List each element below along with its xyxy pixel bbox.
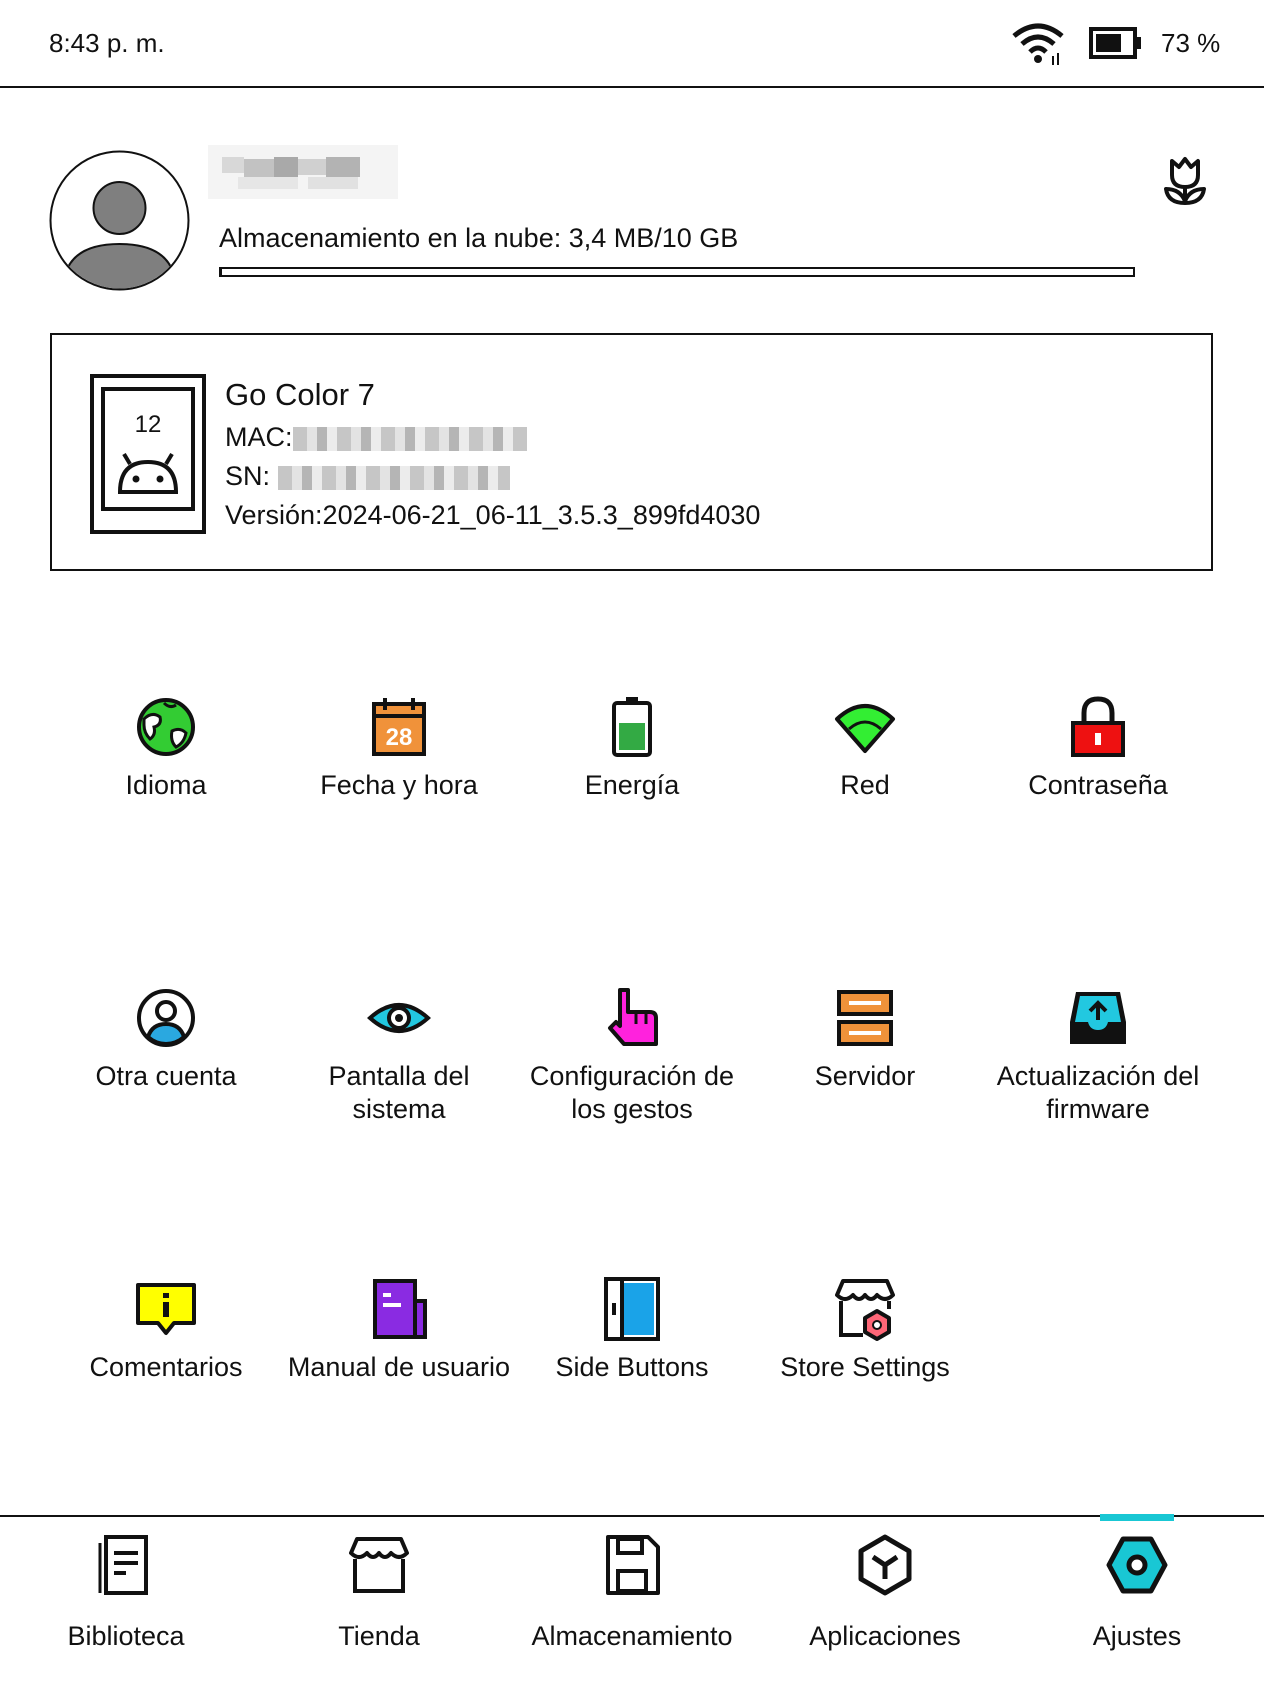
account-icon <box>134 986 198 1050</box>
device-info-card[interactable] <box>50 333 1213 571</box>
eye-icon <box>367 986 431 1050</box>
setting-label: Servidor <box>748 1060 982 1093</box>
nav-label: Aplicaciones <box>759 1621 1011 1652</box>
mac-label: MAC: <box>225 422 293 452</box>
setting-label: Configuración de los gestos <box>515 1060 749 1126</box>
setting-label: Contraseña <box>981 769 1215 802</box>
store-icon <box>347 1533 411 1597</box>
storage-icon <box>602 1533 662 1597</box>
avatar[interactable] <box>49 150 190 291</box>
status-bar <box>0 0 1264 88</box>
wifi-status-icon <box>1012 22 1064 66</box>
battery-icon <box>600 695 664 759</box>
setting-label: Idioma <box>49 769 283 802</box>
store-settings-icon <box>833 1277 897 1341</box>
battery-status-icon <box>1089 27 1143 59</box>
setting-label: Pantalla del sistema <box>282 1060 516 1126</box>
setting-contrasena[interactable] <box>981 695 1215 802</box>
setting-manual[interactable] <box>282 1277 516 1384</box>
globe-icon <box>134 695 198 759</box>
setting-label: Side Buttons <box>515 1351 749 1384</box>
setting-label: Red <box>748 769 982 802</box>
setting-label: Energía <box>515 769 749 802</box>
nav-label: Ajustes <box>1011 1621 1263 1652</box>
setting-idioma[interactable] <box>49 695 283 802</box>
firmware-update-icon <box>1066 986 1130 1050</box>
setting-red[interactable] <box>748 695 982 802</box>
status-time: 8:43 p. m. <box>49 28 165 59</box>
library-icon <box>96 1533 156 1597</box>
android-version-label: 12 <box>135 411 162 438</box>
setting-label: Manual de usuario <box>282 1351 516 1384</box>
nav-ajustes[interactable] <box>1011 1533 1263 1652</box>
settings-hex-icon <box>1105 1533 1169 1597</box>
side-buttons-icon <box>600 1277 664 1341</box>
nav-biblioteca[interactable] <box>0 1533 252 1652</box>
cloud-storage-label: Almacenamiento en la nube: 3,4 MB/10 GB <box>219 223 738 254</box>
calendar-icon <box>367 695 431 759</box>
server-icon <box>833 986 897 1050</box>
wifi-icon <box>833 695 897 759</box>
tulip-icon[interactable] <box>1162 155 1208 207</box>
lock-icon <box>1066 695 1130 759</box>
setting-label: Store Settings <box>748 1351 982 1384</box>
setting-label: Otra cuenta <box>49 1060 283 1093</box>
nav-label: Almacenamiento <box>506 1621 758 1652</box>
nav-label: Biblioteca <box>0 1621 252 1652</box>
pointer-hand-icon <box>600 986 664 1050</box>
device-name: Go Color 7 <box>225 377 375 413</box>
nav-label: Tienda <box>253 1621 505 1652</box>
nav-almacenamiento[interactable] <box>506 1533 758 1652</box>
firmware-version: Versión:2024-06-21_06-11_3.5.3_899fd4030 <box>225 500 760 531</box>
setting-firmware[interactable] <box>981 986 1215 1126</box>
mac-address <box>225 422 527 453</box>
calendar-day: 28 <box>386 724 413 751</box>
setting-label: Fecha y hora <box>282 769 516 802</box>
setting-side-buttons[interactable] <box>515 1277 749 1384</box>
setting-label: Actualización del firmware <box>981 1060 1215 1126</box>
username-redacted <box>208 145 398 199</box>
setting-label: Comentarios <box>49 1351 283 1384</box>
setting-comentarios[interactable] <box>49 1277 283 1384</box>
setting-gestos[interactable] <box>515 986 749 1126</box>
feedback-icon <box>134 1277 198 1341</box>
nav-aplicaciones[interactable] <box>759 1533 1011 1652</box>
apps-icon <box>853 1533 917 1597</box>
active-tab-indicator <box>1100 1514 1174 1521</box>
serial-number <box>225 461 510 492</box>
ereader-android-icon <box>90 374 206 534</box>
nav-tienda[interactable] <box>253 1533 505 1652</box>
battery-percent: 73 % <box>1161 28 1220 59</box>
manual-book-icon <box>367 1277 431 1341</box>
setting-otra-cuenta[interactable] <box>49 986 283 1093</box>
setting-pantalla[interactable] <box>282 986 516 1126</box>
setting-store[interactable] <box>748 1277 982 1384</box>
sn-redacted <box>278 466 510 490</box>
setting-fecha-hora[interactable] <box>282 695 516 802</box>
cloud-storage-progress <box>219 267 1135 277</box>
sn-label: SN: <box>225 461 270 491</box>
mac-redacted <box>293 427 527 451</box>
setting-servidor[interactable] <box>748 986 982 1093</box>
setting-energia[interactable] <box>515 695 749 802</box>
